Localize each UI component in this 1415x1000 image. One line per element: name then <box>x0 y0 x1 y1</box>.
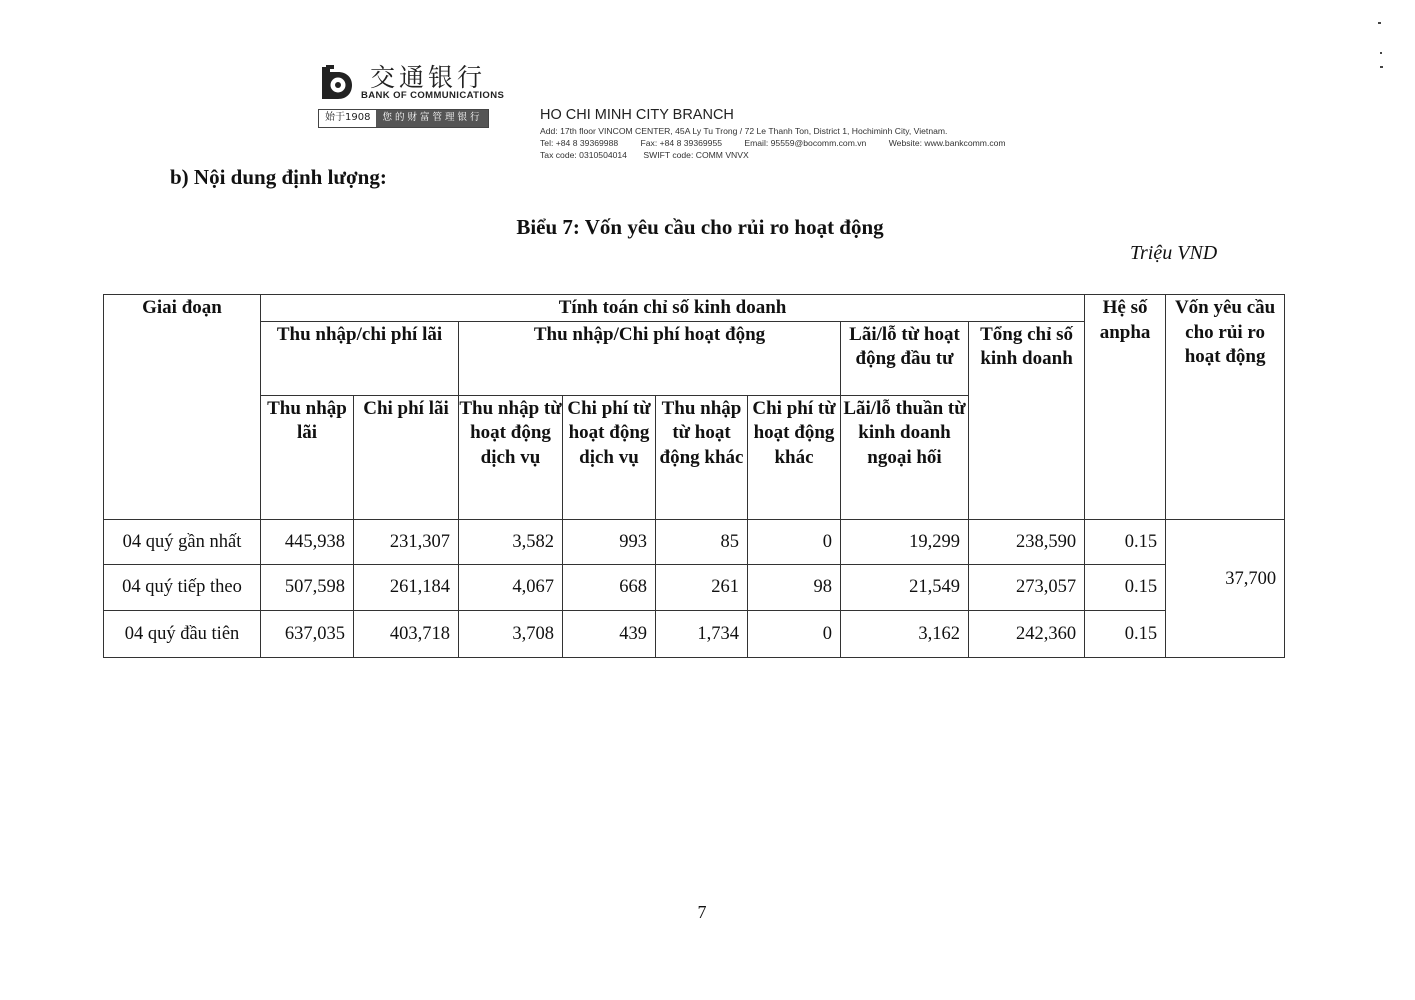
branch-name: HO CHI MINH CITY BRANCH <box>540 107 734 123</box>
cell-interest-income: 507,598 <box>261 564 354 610</box>
cell-service-expense: 668 <box>563 564 656 610</box>
header-period: Giai đoạn <box>104 295 261 520</box>
branch-fax: Fax: +84 8 39369955 <box>640 138 722 148</box>
bank-english-name: BANK OF COMMUNICATIONS <box>361 90 505 101</box>
cell-other-expense: 0 <box>748 610 841 657</box>
scan-speck <box>1380 52 1382 54</box>
cell-interest-expense: 231,307 <box>354 519 459 564</box>
header-alpha: Hệ số anpha <box>1085 295 1166 520</box>
capital-requirement-value: 37,700 <box>1225 568 1277 589</box>
cell-alpha: 0.15 <box>1085 519 1166 564</box>
header-capital-requirement: Vốn yêu cầu cho rủi ro hoạt động <box>1166 295 1285 520</box>
branch-swift-code: SWIFT code: COMM VNVX <box>643 150 749 160</box>
cell-service-income: 3,582 <box>459 519 563 564</box>
header-business-indicator: Tính toán chỉ số kinh doanh <box>261 295 1085 322</box>
branch-address: Add: 17th floor VINCOM CENTER, 45A Ly Tu Trong / 72 Le Thanh Ton, District 1, Hochiminh City, Vietnam. <box>540 126 948 136</box>
cell-period: 04 quý tiếp theo <box>104 564 261 610</box>
cell-total-indicator: 273,057 <box>969 564 1085 610</box>
cell-period: 04 quý đầu tiên <box>104 610 261 657</box>
cell-alpha: 0.15 <box>1085 610 1166 657</box>
header-service-income: Thu nhập từ hoạt động dịch vụ <box>459 395 563 519</box>
branch-email: Email: 95559@bocomm.com.vn <box>744 138 867 148</box>
unit-label: Triệu VND <box>1130 242 1218 264</box>
header-interest-income: Thu nhập lãi <box>261 395 354 519</box>
branch-tel: Tel: +84 8 39369988 <box>540 138 619 148</box>
header-service-expense: Chi phí từ hoạt động dịch vụ <box>563 395 656 519</box>
section-heading: b) Nội dung định lượng: <box>170 165 387 189</box>
cell-total-indicator: 238,590 <box>969 519 1085 564</box>
cell-alpha: 0.15 <box>1085 564 1166 610</box>
table-row <box>104 610 1285 657</box>
cell-interest-income: 445,938 <box>261 519 354 564</box>
scan-speck <box>1378 22 1381 24</box>
cell-other-income: 85 <box>656 519 748 564</box>
cell-service-expense: 993 <box>563 519 656 564</box>
cell-interest-income: 637,035 <box>261 610 354 657</box>
header-total-indicator: Tổng chỉ số kinh doanh <box>969 321 1085 519</box>
cell-total-indicator: 242,360 <box>969 610 1085 657</box>
cell-other-expense: 0 <box>748 519 841 564</box>
cell-interest-expense: 261,184 <box>354 564 459 610</box>
cell-capital-requirement <box>1166 519 1285 657</box>
bank-chinese-name: 交通银行 <box>370 63 487 92</box>
bank-slogan: 您的财富管理银行 <box>376 110 488 127</box>
table-title: Biểu 7: Vốn yêu cầu cho rủi ro hoạt động <box>516 215 884 239</box>
cell-other-income: 1,734 <box>656 610 748 657</box>
header-interest-group: Thu nhập/chi phí lãi <box>261 321 459 395</box>
scan-speck <box>1380 66 1383 68</box>
operational-risk-capital-table <box>103 294 1285 658</box>
header-investment-group: Lãi/lỗ từ hoạt động đầu tư <box>841 321 969 395</box>
cell-fx-net: 3,162 <box>841 610 969 657</box>
bank-of-communications-logo-icon <box>316 63 356 103</box>
page-number: 7 <box>697 902 707 922</box>
header-operating-group: Thu nhập/Chi phí hoạt động <box>459 321 841 395</box>
cell-fx-net: 19,299 <box>841 519 969 564</box>
founded-year: 始于1908 <box>319 110 376 127</box>
header-fx-net: Lãi/lỗ thuần từ kinh doanh ngoại hối <box>841 395 969 519</box>
cell-fx-net: 21,549 <box>841 564 969 610</box>
header-interest-expense: Chi phí lãi <box>354 395 459 519</box>
branch-tax-info <box>540 150 749 160</box>
cell-service-income: 4,067 <box>459 564 563 610</box>
cell-service-expense: 439 <box>563 610 656 657</box>
table-row <box>104 564 1285 610</box>
table-row <box>104 519 1285 564</box>
cell-interest-expense: 403,718 <box>354 610 459 657</box>
header-other-income: Thu nhập từ hoạt động khác <box>656 395 748 519</box>
cell-service-income: 3,708 <box>459 610 563 657</box>
branch-contacts <box>540 138 1006 148</box>
cell-other-expense: 98 <box>748 564 841 610</box>
header-other-expense: Chi phí từ hoạt động khác <box>748 395 841 519</box>
branch-website: Website: www.bankcomm.com <box>888 138 1006 148</box>
cell-period: 04 quý gần nhất <box>104 519 261 564</box>
bank-slogan-bar <box>318 109 489 128</box>
cell-other-income: 261 <box>656 564 748 610</box>
branch-tax-code: Tax code: 0310504014 <box>540 150 627 160</box>
